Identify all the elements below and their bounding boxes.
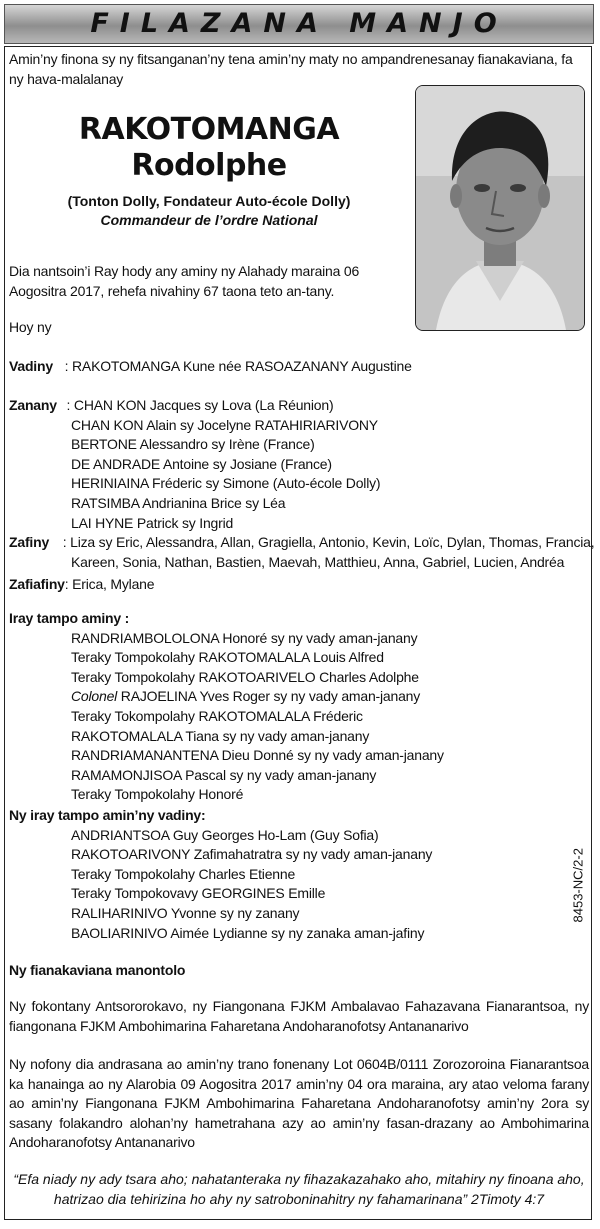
iray-tampo-item: Teraky Tompokolahy RAKOTOMALALA Louis Alfred [71, 649, 384, 666]
deceased-name-block [9, 112, 409, 230]
vadiny-label: Vadiny [9, 358, 53, 374]
iray-tampo-item-colonel [9, 687, 589, 707]
reference-code-text: 8453-NC/2-2 [570, 848, 586, 923]
reference-code [568, 845, 588, 925]
zanany-first: : CHAN KON Jacques sy Lova (La Réunion) [66, 397, 334, 413]
portrait-photo [415, 85, 585, 331]
funeral-paragraph: Ny nofony dia andrasana ao amin’ny trano fonenany Lot 0604B/0111 Zorozoroina Fianarantsoa ka hanainga ao ny Alarobia 09 Aogositra 2017 amin’ny 04 ora maraina, ary atao veloma farany ao amin’ny Fiangonana FJKM Ambohimarina Faharetana Andoharanofotsy amin’ny 2ora sy sasany folakandro alohan’ny hametrahana azy ao amin’ny fasan-drazany ao Ambohimarina Andoharanofotsy Antananarivo [9, 1056, 589, 1151]
iray-tampo-vady-block [9, 806, 589, 943]
deceased-surname: RAKOTOMANGA [78, 112, 340, 147]
bible-quote [9, 1170, 589, 1209]
iray-tampo-item: Teraky Tompokolahy Honoré [71, 786, 244, 803]
hoy-ny-label: Hoy ny [9, 319, 52, 335]
intro-paragraph: Amin’ny finona sy ny fitsanganan’ny tena amin’ny maty no ampandrenesanay fianakaviana, fa ny hava-malalanay [9, 51, 573, 87]
iray-tampo-vady-item: BAOLIARINIVO Aimée Lydianne sy ny zanaka aman-jafiny [71, 924, 425, 941]
iray-tampo-label: Iray tampo aminy : [9, 610, 130, 626]
zafiny-line2: Kareen, Sonia, Nathan, Bastien, Maevah, Matthieu, Anna, Gabriel, Lucien, Andréa [71, 553, 565, 570]
zanany-item: RATSIMBA Andrianina Brice sy Léa [71, 494, 286, 511]
zafiafiny-label: Zafiafiny [9, 576, 65, 592]
iray-tampo-item: Teraky Tokompolahy RAKOTOMALALA Fréderic [71, 707, 363, 724]
vadiny-row [9, 357, 589, 377]
zafiafiny-value: : Erica, Mylane [64, 576, 155, 592]
zafiny-line1: : Liza sy Eric, Alessandra, Allan, Gragiella, Antonio, Kevin, Loïc, Dylan, Thomas, Francia, [62, 534, 595, 550]
portrait-illustration [416, 86, 584, 330]
deceased-order: Commandeur de l’ordre National [100, 212, 318, 228]
vadiny-value: : RAKOTOMANGA Kune née RASOAZANANY Augustine [64, 358, 412, 374]
zanany-item: DE ANDRADE Antoine sy Josiane (France) [71, 455, 332, 472]
deceased-nickname: (Tonton Dolly, Fondateur Auto-école Dolly) [67, 193, 351, 209]
colonel-prefix: Colonel [71, 688, 118, 705]
iray-tampo-item: RAJOELINA Yves Roger sy ny vady aman-janany [120, 688, 421, 705]
intro-text [9, 50, 589, 89]
zanany-label: Zanany [9, 397, 57, 413]
iray-tampo-item: RAKOTOMALALA Tiana sy ny vady aman-janany [71, 727, 370, 744]
zanany-item: HERINIAINA Fréderic sy Simone (Auto-école Dolly) [71, 475, 381, 492]
iray-tampo-vady-item: Teraky Tompokolahy Charles Etienne [71, 865, 296, 882]
iray-tampo-vady-item: RALIHARINIVO Yvonne sy ny zanany [71, 904, 300, 921]
iray-tampo-item: Teraky Tompokolahy RAKOTOARIVELO Charles Adolphe [71, 668, 419, 685]
banner-title: FILAZANA MANJO [4, 4, 594, 44]
iray-tampo-item: RANDRIAMBOLOLONA Honoré sy ny vady aman-janany [71, 629, 418, 646]
iray-tampo-vady-item: RAKOTOARIVONY Zafimahatratra sy ny vady aman-janany [71, 846, 433, 863]
community-paragraph: Ny fokontany Antsororokavo, ny Fiangonana FJKM Ambalavao Fahazavana Fianarantsoa, ny fiangonana FJKM Ambohimarina Faharetana Andoharanofotsy Antananarivo [9, 998, 589, 1034]
death-notice: Dia nantsoin’i Ray hody any aminy ny Alahady maraina 06 Aogositra 2017, rehefa nivahiny 67 taona teto an-tany. [9, 263, 360, 299]
zanany-item: LAI HYNE Patrick sy Ingrid [71, 514, 234, 531]
iray-tampo-vady-item: ANDRIANTSOA Guy Georges Ho-Lam (Guy Sofia) [71, 826, 379, 843]
quote-line2: hatrizao dia tehirizina ho ahy ny satroboninahitry ny fahamarinana” 2Timoty 4:7 [53, 1190, 545, 1207]
fianakaviana-label: Ny fianakaviana manontolo [9, 962, 186, 978]
iray-tampo-vady-label: Ny iray tampo amin’ny vadiny: [9, 807, 206, 823]
iray-tampo-item: RAMAMONJISOA Pascal sy ny vady aman-janany [71, 766, 377, 783]
iray-tampo-vady-item: Teraky Tompokovavy GEORGINES Emille [71, 885, 326, 902]
zafiafiny-row [9, 575, 589, 595]
zanany-item: BERTONE Alessandro sy Irène (France) [71, 436, 315, 453]
iray-tampo-block [9, 609, 589, 805]
zafiny-label: Zafiny [9, 534, 50, 550]
deceased-firstname: Rodolphe [131, 148, 287, 183]
iray-tampo-item: RANDRIAMANANTENA Dieu Donné sy ny vady aman-janany [71, 747, 444, 764]
fianakaviana-row [9, 961, 589, 981]
zafiny-block [9, 533, 595, 572]
zanany-block [9, 396, 589, 533]
zanany-item: CHAN KON Alain sy Jocelyne RATAHIRIARIVONY [71, 416, 378, 433]
quote-line1: “Efa niady ny ady tsara aho; nahatanteraka ny fihazakazahako aho, mitahiry ny finoana aho, [13, 1171, 585, 1187]
